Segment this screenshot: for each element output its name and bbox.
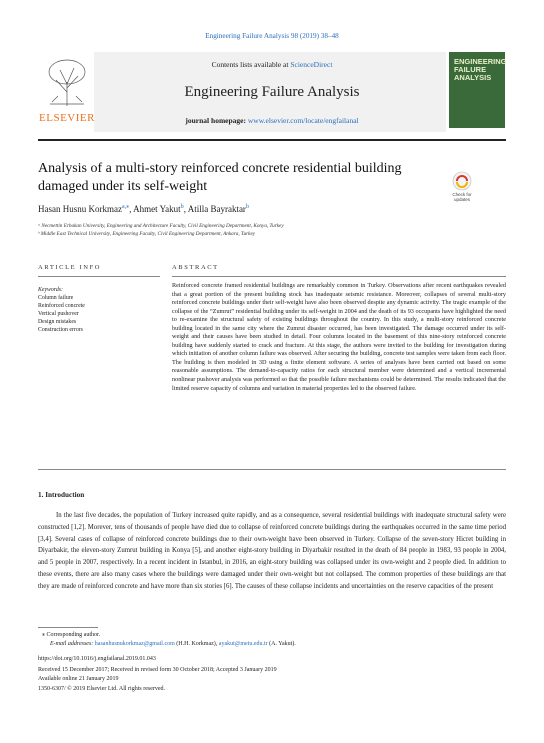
check-for-updates-label: Check for updates xyxy=(452,192,472,202)
author-affiliation-marker[interactable]: b xyxy=(180,204,184,210)
author-list: Hasan Husnu Korkmaz$^{a,⁎}$, Ahmet Yakut$^b$, Atilla Bayraktar$^b$ xyxy=(38,204,249,214)
email-link[interactable]: ayakut@metu.edu.tr xyxy=(218,641,268,647)
email-owner: (A. Yakut). xyxy=(267,641,296,647)
affiliation: ᵃ Necmettin Erbakan University, Engineering and Architecture Faculty, Civil Engineering Department, Konya, Turkey xyxy=(38,223,284,229)
header-divider xyxy=(38,139,506,141)
doi-link[interactable]: https://doi.org/10.1016/j.engfailanal.2019.01.043 xyxy=(38,656,156,662)
article-title: Analysis of a multi-story reinforced concrete residential building damaged under its self-weight xyxy=(38,161,402,194)
journal-citation[interactable]: Engineering Failure Analysis 98 (2019) 38–48 xyxy=(205,32,339,40)
author-name[interactable]: Ahmet Yakut xyxy=(133,204,181,214)
keywords-block xyxy=(38,286,85,334)
keyword: Construction errors xyxy=(38,327,83,333)
section-divider xyxy=(172,276,506,277)
affiliation: ᵇ Middle East Technical University, Engineering Faculty, Civil Engineering Department, Ankara, Turkey xyxy=(38,231,256,237)
elsevier-wordmark: ELSEVIER xyxy=(39,112,95,124)
email-owner: (H.H. Korkmaz), xyxy=(174,641,219,647)
copyright-line: 1350-6307/ © 2019 Elsevier Ltd. All rights reserved. xyxy=(38,686,166,692)
email-addresses xyxy=(50,641,296,647)
keyword: Reinforced concrete xyxy=(38,303,85,309)
homepage-link[interactable]: www.elsevier.com/locate/engfailanal xyxy=(247,116,359,125)
abstract-heading: ABSTRACT xyxy=(172,264,219,271)
author-name[interactable]: Hasan Husnu Korkmaz xyxy=(38,204,122,214)
check-for-updates-badge[interactable] xyxy=(448,170,476,206)
keyword: Column failure xyxy=(38,295,74,301)
footnote-divider xyxy=(38,627,98,628)
abstract-divider xyxy=(38,469,506,470)
received-dates: Received 15 December 2017; Received in revised form 30 October 2018; Accepted 3 January 2019 xyxy=(38,667,277,673)
email-link[interactable]: hasanhusnukorkmaz@gmail.com xyxy=(94,641,175,647)
corresponding-author-note: ⁎ Corresponding author. xyxy=(42,632,101,638)
author-affiliation-marker[interactable]: b xyxy=(245,204,249,210)
homepage-label: journal homepage: xyxy=(185,116,248,125)
section-divider xyxy=(38,276,160,277)
contents-prefix: Contents lists available at xyxy=(211,60,291,69)
sciencedirect-link[interactable]: ScienceDirect xyxy=(290,60,333,69)
keyword: Design mistakes xyxy=(38,319,77,325)
introduction-text: In the last five decades, the population of Turkey increased quite rapidly, and as a consequence, several residential buildings with inadequate structural safety were constructed [1,2]. Morever, tens of thousands of people have died due to collapse of reinforced concrete buildings during the earthquakes occurred in the same time period [3,4]. Several cases of collapse of reinforced concrete buildings due to their own-weight have been observed in Turkey. Collapse of the seven-story Hicret building in Diyarbakir, the eleven-story Zumrut building in Konya [5], and another eight-story building in Diyarbakir resulted in the death of 84 people in 1983, 93 people in 2004, and 5 people in 2007, respectively. In a recent incident in Istanbul, in 2016, an eight-story building was collapsed under its own-weight and 2 people died. In addition to these events, there are also many cases where the buildings were damaged under their own-weight but not collapsed. The common properties of these buildings are that they are made of reinforced concrete and have more than six stories [6]. The causes of these collapse incidents and uncertainties on the reserve capacities of the present xyxy=(38,512,506,590)
online-date: Available online 21 January 2019 xyxy=(38,676,119,682)
introduction-heading: 1. Introduction xyxy=(38,491,85,499)
journal-cover-image xyxy=(449,52,505,128)
keyword: Vertical pushover xyxy=(38,311,79,317)
journal-title: Engineering Failure Analysis xyxy=(184,84,360,100)
email-label: E-mail addresses: xyxy=(50,641,95,647)
keywords-label: Keywords: xyxy=(38,287,63,293)
abstract-text: Reinforced concrete framed residential buildings are remarkably common in Turkey. Observations after recent earthquakes revealed that a great portion of the present building stock has inadequate seismic resistance. Moreover, collapses of several multi-story reinforced concrete buildings under their self-weight have also been observed despite any dynamic activity. The tragic example of the collapse of the “Zumrut” residential building under its self-weight in 2004 and the death of its 93 occupants have highlighted the need to re-examine the structural safety of existing buildings throughout the country. In this study, a multi-story reinforced concrete building located in the same city where the Zumrut disaster occurred, has been investigated. The damage occurred under its self-weight and their causes have been studied in detail. Four columns located in the basement of this nine-story reinforced concrete building have suddenly started to crack and fracture. At this stage, the authors were invited to the building for investigation during which initiation of another column failure was observed. After securing the building, concrete test samples were taken from each floor. The building is then modeled in 3D using a finite element software. A series of analyses have been carried out based on some reasonable assumptions. The demand-to-capacity ratios for each structural member were determined and a vertical incremental nonlinear pushover analysis was performed so that the possible failure mechanisms could be determined. The results indicated that the limited reserve capacity of columns and variation in material properties led to the observed failure. xyxy=(172,282,506,392)
article-info-heading: ARTICLE INFO xyxy=(38,264,102,271)
cover-title: ENGINEERING FAILURE ANALYSIS xyxy=(454,57,507,82)
author-name[interactable]: Atilla Bayraktar xyxy=(187,204,246,214)
author-affiliation-marker[interactable]: a,⁎ xyxy=(121,204,130,210)
